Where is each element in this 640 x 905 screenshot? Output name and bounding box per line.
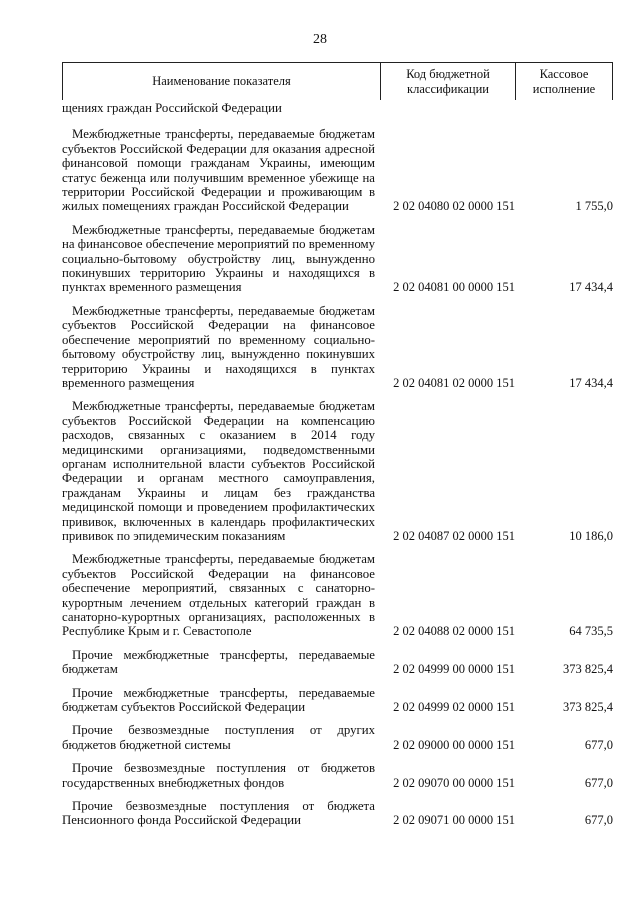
row-name: Прочие безвозмездные поступления от других бюджетов бюджетной системы bbox=[62, 723, 375, 752]
row-amount: 373 825,4 bbox=[563, 700, 613, 715]
table-body bbox=[62, 101, 613, 828]
table-row bbox=[62, 552, 613, 638]
table-row bbox=[62, 761, 613, 790]
row-code: 2 02 04999 00 0000 151 bbox=[393, 662, 515, 677]
row-code: 2 02 04087 02 0000 151 bbox=[393, 528, 515, 543]
header-name-column: Наименование показателя bbox=[63, 63, 381, 100]
table-row bbox=[62, 648, 613, 677]
row-amount: 373 825,4 bbox=[563, 662, 613, 677]
table-row bbox=[62, 399, 613, 543]
table-row bbox=[62, 223, 613, 295]
row-amount: 1 755,0 bbox=[575, 199, 613, 214]
row-name: Межбюджетные трансферты, передаваемые бюджетам субъектов Российской Федерации для оказания адресной финансовой помощи гражданам Украины, имеющим статус беженца или получившим временное убежище на территории Российской Федерации и проживающим в жилых помещениях граждан Российской Федерации bbox=[62, 127, 375, 214]
row-amount: 17 434,4 bbox=[569, 375, 613, 390]
row-code: 2 02 09071 00 0000 151 bbox=[393, 813, 515, 828]
row-name: Межбюджетные трансферты, передаваемые бюджетам на финансовое обеспечение мероприятий по временному социально-бытовому обустройству лиц, вынужденно покинувших территорию Украины и находящихся в пунктах временного размещения bbox=[62, 222, 375, 295]
row-code: 2 02 04081 00 0000 151 bbox=[393, 280, 515, 295]
header-code-column: Код бюджетной классификации bbox=[381, 63, 516, 100]
table-row bbox=[62, 723, 613, 752]
row-name: щениях граждан Российской Федерации bbox=[62, 101, 282, 115]
row-amount: 17 434,4 bbox=[569, 280, 613, 295]
row-code: 2 02 04081 02 0000 151 bbox=[393, 375, 515, 390]
row-name: Прочие безвозмездные поступления от бюджета Пенсионного фонда Российской Федерации bbox=[62, 799, 375, 828]
row-amount: 64 735,5 bbox=[569, 624, 613, 639]
row-code: 2 02 09070 00 0000 151 bbox=[393, 775, 515, 790]
row-code: 2 02 04088 02 0000 151 bbox=[393, 624, 515, 639]
row-amount: 10 186,0 bbox=[569, 528, 613, 543]
row-amount: 677,0 bbox=[584, 775, 613, 790]
row-name: Межбюджетные трансферты, передаваемые бюджетам субъектов Российской Федерации на финансовое обеспечение мероприятий, связанных с санаторно-курортным лечением отдельных категорий граждан в санаторно-курортных организациях, расположенных в Республике Крым и г. Севастополе bbox=[62, 552, 375, 639]
header-amount-column: Кассовое исполнение bbox=[532, 66, 596, 96]
row-amount: 677,0 bbox=[584, 737, 613, 752]
table-row bbox=[62, 304, 613, 390]
row-amount: 677,0 bbox=[584, 813, 613, 828]
table-row bbox=[62, 686, 613, 715]
row-code: 2 02 09000 00 0000 151 bbox=[393, 737, 515, 752]
table-row bbox=[62, 101, 613, 115]
table-row bbox=[62, 799, 613, 828]
row-name: Межбюджетные трансферты, передаваемые бюджетам субъектов Российской Федерации на финансовое обеспечение мероприятий по временному социально-бытовому обустройству лиц, вынужденно покинувших территорию Украины и находящихся в пунктах временного размещения bbox=[62, 303, 375, 390]
row-code: 2 02 04999 02 0000 151 bbox=[393, 700, 515, 715]
table-row bbox=[62, 127, 613, 213]
row-code: 2 02 04080 02 0000 151 bbox=[393, 199, 515, 214]
row-name: Межбюджетные трансферты, передаваемые бюджетам субъектов Российской Федерации на компенсацию расходов, связанных с оказанием в 2014 году медицинскими организациями, подведомственными органам исполнительной власти субъектов Российской Федерации и органам местного самоуправления, гражданам Украины и лицам без гражданства медицинской помощи и проведением профилактических прививок, включенных в календарь профилактических прививок по эпидемическим показаниям bbox=[62, 399, 375, 543]
table-header bbox=[62, 62, 613, 100]
row-name: Прочие безвозмездные поступления от бюджетов государственных внебюджетных фондов bbox=[62, 761, 375, 790]
row-name: Прочие межбюджетные трансферты, передаваемые бюджетам субъектов Российской Федерации bbox=[62, 685, 375, 715]
page-number: 28 bbox=[313, 32, 327, 47]
row-name: Прочие межбюджетные трансферты, передаваемые бюджетам bbox=[62, 647, 375, 677]
